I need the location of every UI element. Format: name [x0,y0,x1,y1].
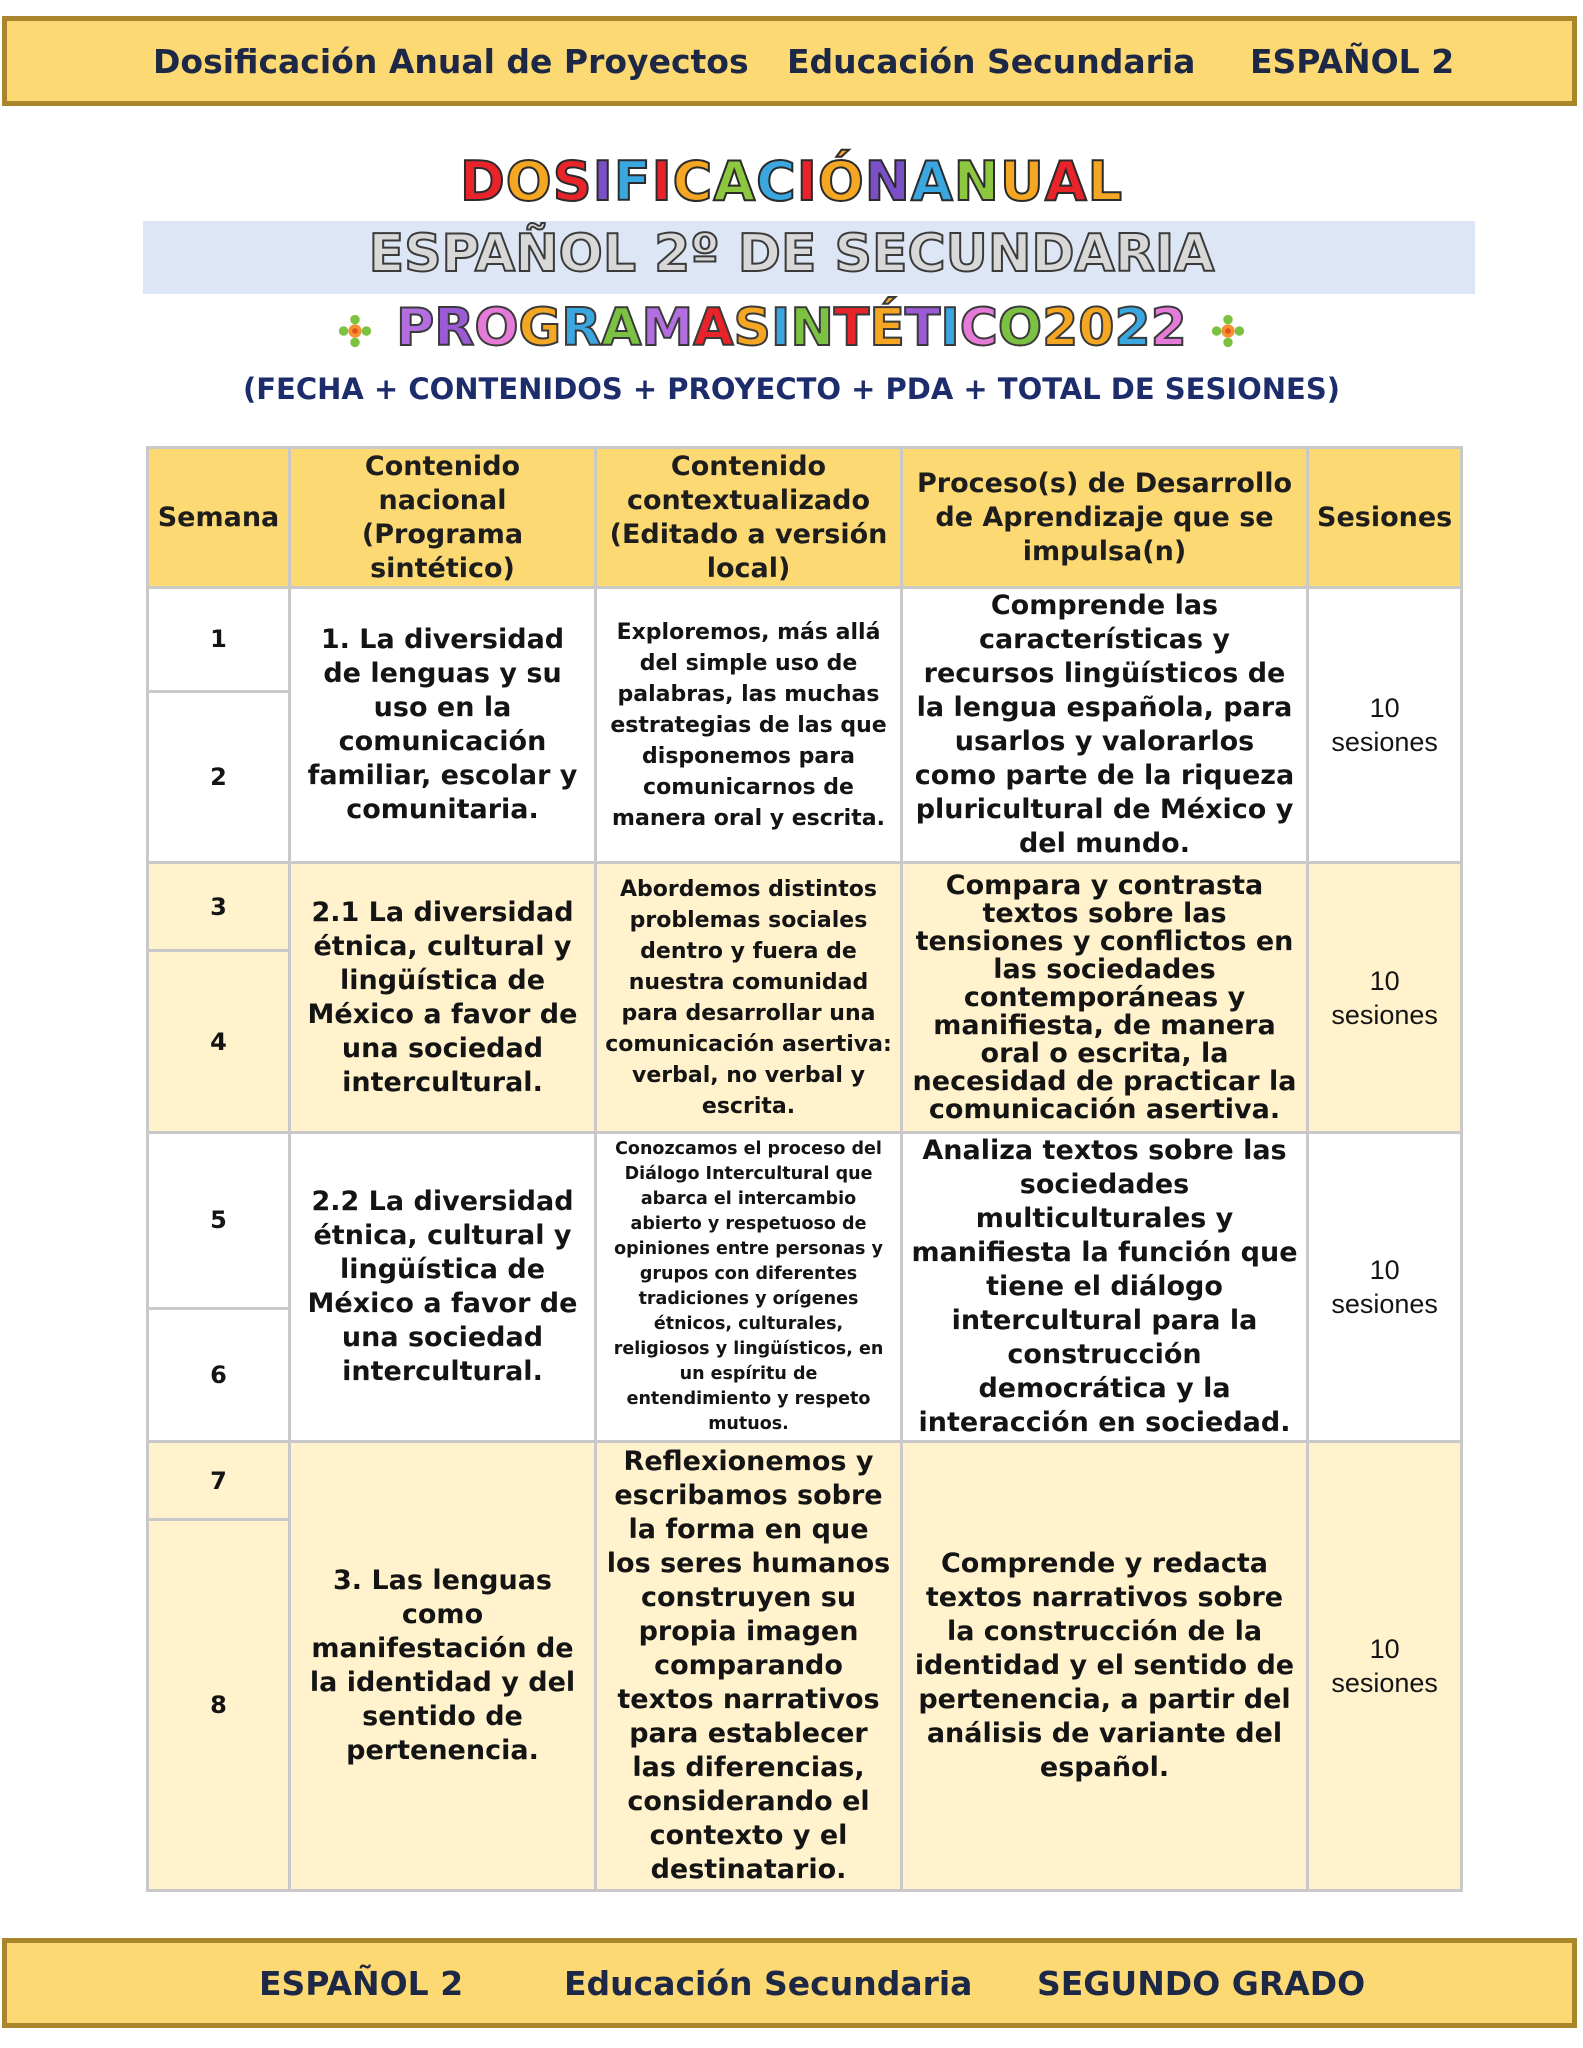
title-programa-sintetico [0,298,1583,358]
title-dosificacion-anual [0,150,1583,213]
flower-ornament-icon [1209,312,1247,350]
table-header-row [149,449,1460,586]
footer-right-text: SEGUNDO GRADO [1037,1963,1366,2003]
pda-cell: Comprende las características y recursos lingüísticos de la lengua española, para usarlos y valorarlos como parte de la riqueza pluricultural de México y del mundo. [903,589,1306,861]
table-row [149,1443,1460,1518]
week-cell: 1 [149,589,288,690]
table-row [149,864,1460,949]
dosificacion-table [146,446,1463,1892]
title-espanol-secundaria: ESPAÑOL 2º DE SECUNDARIA [368,224,1215,284]
week-cell: 6 [149,1310,288,1440]
week-cell: 8 [149,1521,288,1889]
sesiones-cell: 10 sesiones [1309,1134,1460,1440]
contenido-contextualizado-cell: Abordemos distintos problemas sociales dentro y fuera de nuestra comunidad para desarrollar una comunicación asertiva: verbal, no verbal y escrita. [597,864,900,1131]
sesiones-cell: 10 sesiones [1309,589,1460,861]
title-line1-text: DOSIFICACIÓNANUAL [459,150,1124,213]
contenido-nacional-cell: 2.2 La diversidad étnica, cultural y lingüística de México a favor de una sociedad intercultural. [291,1134,594,1440]
pda-cell: Comprende y redacta textos narrativos sobre la construcción de la identidad y el sentido de pertenencia, a partir del análisis de variante del español. [903,1443,1306,1889]
footer-left-text: ESPAÑOL 2 [259,1963,464,2003]
pda-cell: Analiza textos sobre las sociedades multiculturales y manifiesta la función que tiene el diálogo intercultural para la construcción democrática y la interacción en sociedad. [903,1134,1306,1440]
title-line3-text: PROGRAMASINTÉTICO2022 [396,298,1187,358]
header-band [2,16,1577,106]
contenido-nacional-cell: 3. Las lenguas como manifestación de la identidad y del sentido de pertenencia. [291,1443,594,1889]
contenido-nacional-cell: 1. La diversidad de lenguas y su uso en la comunicación familiar, escolar y comunitaria. [291,589,594,861]
contenido-contextualizado-cell: Exploremos, más allá del simple uso de palabras, las muchas estrategias de las que disponemos para comunicarnos de manera oral y escrita. [597,589,900,861]
week-cell: 7 [149,1443,288,1518]
header-sesiones: Sesiones [1309,449,1460,586]
week-cell: 2 [149,693,288,861]
header-center-text: Educación Secundaria [787,41,1196,81]
sesiones-cell: 10 sesiones [1309,1443,1460,1889]
header-semana: Semana [149,449,288,586]
footer-center-text: Educación Secundaria [564,1963,973,2003]
header-right-text: ESPAÑOL 2 [1250,41,1455,81]
contenido-contextualizado-cell: Conozcamos el proceso del Diálogo Intercultural que abarca el intercambio abierto y respetuoso de opiniones entre personas y grupos con diferentes tradiciones y orígenes étnicos, culturales, religiosos y lingüísticos, en un espíritu de entendimiento y respeto mutuos. [597,1134,900,1440]
header-contenido-contextualizado: Contenido contextualizado (Editado a versión local) [597,449,900,586]
subtitle: (FECHA + CONTENIDOS + PROYECTO + PDA + TOTAL DE SESIONES) [242,372,1340,406]
contenido-contextualizado-cell: Reflexionemos y escribamos sobre la forma en que los seres humanos construyen su propia imagen comparando textos narrativos para establecer las diferencias, considerando el contexto y el destinatario. [597,1443,900,1889]
header-pda: Proceso(s) de Desarrollo de Aprendizaje que se impulsa(n) [903,449,1306,586]
table-row [149,589,1460,690]
table-row [149,1134,1460,1307]
pda-cell: Compara y contrasta textos sobre las tensiones y conflictos en las sociedades contemporáneas y manifiesta, de manera oral o escrita, la necesidad de practicar la comunicación asertiva. [903,864,1306,1131]
header-left-text: Dosificación Anual de Proyectos [153,41,749,81]
flower-ornament-icon [336,312,374,350]
header-contenido-nacional: Contenido nacional (Programa sintético) [291,449,594,586]
week-cell: 3 [149,864,288,949]
week-cell: 5 [149,1134,288,1307]
footer-band [2,1938,1577,2028]
sesiones-cell: 10 sesiones [1309,864,1460,1131]
week-cell: 4 [149,952,288,1131]
contenido-nacional-cell: 2.1 La diversidad étnica, cultural y lingüística de México a favor de una sociedad intercultural. [291,864,594,1131]
